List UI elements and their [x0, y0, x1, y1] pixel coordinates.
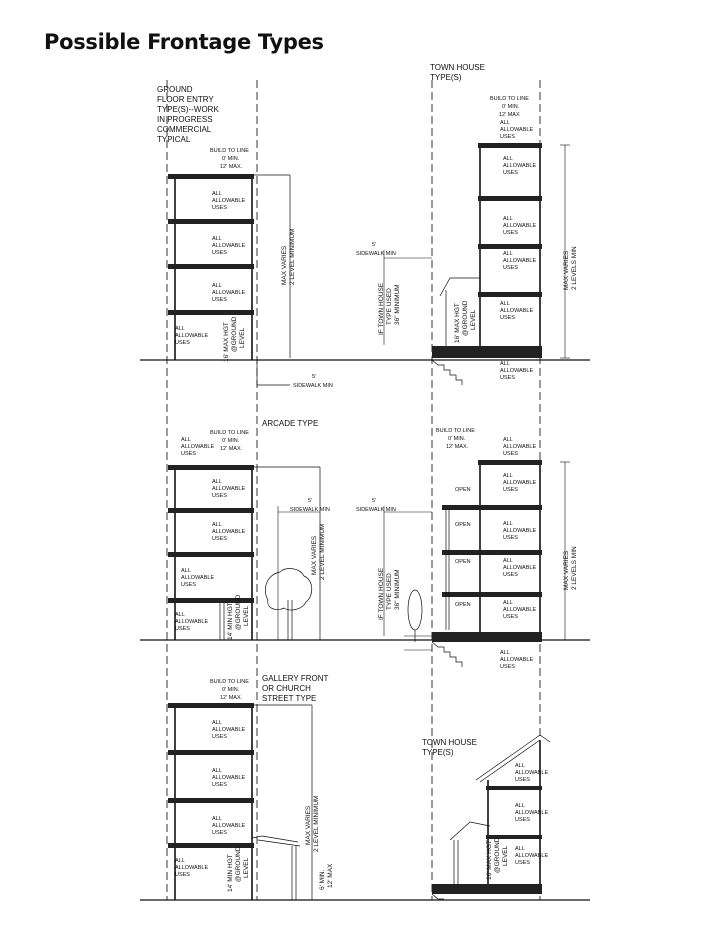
- gallery-front-label-2: STREET TYPE: [262, 694, 317, 703]
- max-hgt-label: LEVEL: [470, 309, 477, 330]
- build-to-line-max: 12' MAX: [499, 112, 520, 118]
- ground-floor-entry-label-3: IN PROGRESS: [157, 115, 213, 124]
- min-hgt-label: 14' MIN HGT: [227, 602, 234, 640]
- all-allowable-uses: ALLOWABLE: [175, 865, 209, 871]
- all-allowable-uses: ALL: [212, 191, 222, 197]
- all-allowable-uses: ALLOWABLE: [503, 258, 537, 264]
- all-allowable-uses: ALLOWABLE: [175, 333, 209, 339]
- max-hgt-label: LEVEL: [502, 845, 509, 866]
- sidewalk-dimension: 5': [308, 498, 313, 504]
- all-allowable-uses: USES: [500, 375, 515, 381]
- if-town-house-label: TYPE USED: [386, 288, 393, 325]
- build-to-line-label: BUILD TO LINE: [436, 428, 475, 434]
- if-town-house-label: IF TOWN HOUSE: [378, 567, 385, 620]
- all-allowable-uses: USES: [181, 582, 196, 588]
- build-to-line-min: 0' MIN.: [222, 438, 240, 444]
- all-allowable-uses: USES: [175, 626, 190, 632]
- build-to-line-max: 12' MAX.: [446, 444, 469, 450]
- all-allowable-uses: ALLOWABLE: [175, 619, 209, 625]
- all-allowable-uses: ALLOWABLE: [503, 223, 537, 229]
- open-label: OPEN: [455, 487, 471, 493]
- all-allowable-uses: ALLOWABLE: [212, 529, 246, 535]
- all-allowable-uses: USES: [515, 860, 530, 866]
- all-allowable-uses: ALLOWABLE: [503, 565, 537, 571]
- all-allowable-uses: ALLOWABLE: [212, 243, 246, 249]
- all-allowable-uses: ALLOWABLE: [503, 528, 537, 534]
- all-allowable-uses: ALL: [175, 326, 185, 332]
- max-varies-label: MAX VARIES: [563, 550, 570, 590]
- town-house-label-0: TOWN HOUSE: [422, 738, 477, 747]
- all-allowable-uses: USES: [212, 536, 227, 542]
- tree-illustration: [265, 569, 311, 640]
- max-varies-label: MAX VARIES: [305, 805, 312, 845]
- gallery-front-label-0: GALLERY FRONT: [262, 674, 329, 683]
- max-varies-label: 2 LEVELS MIN: [571, 546, 578, 590]
- all-allowable-uses: USES: [212, 830, 227, 836]
- all-allowable-uses: ALL: [181, 568, 191, 574]
- all-allowable-uses: USES: [212, 782, 227, 788]
- all-allowable-uses: ALLOWABLE: [500, 368, 534, 374]
- build-to-line-label: BUILD TO LINE: [210, 430, 249, 436]
- build-to-line-label: BUILD TO LINE: [490, 96, 529, 102]
- max-varies-label: 2 LEVEL MINIMUM: [289, 228, 296, 285]
- sidewalk-min-label: SIDEWALK MIN: [290, 507, 330, 513]
- all-allowable-uses: ALL: [503, 558, 513, 564]
- ground-floor-entry-label-1: FLOOR ENTRY: [157, 95, 214, 104]
- all-allowable-uses: ALLOWABLE: [503, 163, 537, 169]
- max-hgt-label: 16' MAX HGT: [486, 840, 493, 880]
- max-hgt-label: 16' MAX HGT: [223, 322, 230, 362]
- all-allowable-uses: USES: [212, 250, 227, 256]
- all-allowable-uses: ALL: [503, 156, 513, 162]
- all-allowable-uses: USES: [503, 451, 518, 457]
- all-allowable-uses: ALL: [503, 437, 513, 443]
- all-allowable-uses: ALL: [212, 522, 222, 528]
- max-varies-label: 2 LEVEL MINIMUM: [319, 523, 326, 580]
- all-allowable-uses: USES: [500, 315, 515, 321]
- all-allowable-uses: ALL: [181, 437, 191, 443]
- all-allowable-uses: ALL: [500, 650, 510, 656]
- open-label: OPEN: [455, 522, 471, 528]
- town-house-label-1: TYPE(S): [422, 748, 454, 757]
- all-allowable-uses: USES: [503, 487, 518, 493]
- build-to-line-min: 0' MIN.: [222, 156, 240, 162]
- all-allowable-uses: ALL: [500, 301, 510, 307]
- page-title: Possible Frontage Types: [44, 30, 324, 54]
- min-hgt-label: LEVEL: [243, 605, 250, 626]
- max-hgt-label: @GROUND: [494, 837, 501, 873]
- sidewalk-min-label: SIDEWALK MIN: [356, 507, 396, 513]
- build-to-line-min: 0' MIN.: [448, 436, 466, 442]
- max-varies-label: 2 LEVEL MINIMUM: [313, 795, 320, 852]
- all-allowable-uses: USES: [212, 493, 227, 499]
- all-allowable-uses: ALL: [212, 816, 222, 822]
- min-hgt-label: LEVEL: [243, 857, 250, 878]
- all-allowable-uses: ALLOWABLE: [500, 308, 534, 314]
- all-allowable-uses: ALLOWABLE: [212, 290, 246, 296]
- ground-floor-entry-label-2: TYPE(S)--WORK: [157, 105, 219, 114]
- all-allowable-uses: USES: [500, 664, 515, 670]
- build-to-line-label: BUILD TO LINE: [210, 148, 249, 154]
- all-allowable-uses: ALLOWABLE: [515, 770, 549, 776]
- build-to-line-max: 12' MAX.: [220, 164, 243, 170]
- min-hgt-label: @GROUND: [235, 846, 242, 882]
- build-to-line-label: BUILD TO LINE: [210, 679, 249, 685]
- max-varies-label: MAX VARIES: [311, 535, 318, 575]
- sidewalk-dimension: 5': [312, 374, 317, 380]
- all-allowable-uses: ALLOWABLE: [500, 657, 534, 663]
- all-allowable-uses: ALLOWABLE: [181, 444, 215, 450]
- all-allowable-uses: USES: [503, 535, 518, 541]
- all-allowable-uses: ALL: [515, 763, 525, 769]
- all-allowable-uses: ALLOWABLE: [212, 823, 246, 829]
- section-2: [140, 460, 590, 667]
- all-allowable-uses: ALL: [175, 858, 185, 864]
- all-allowable-uses: ALL: [212, 283, 222, 289]
- all-allowable-uses: ALL: [503, 600, 513, 606]
- all-allowable-uses: ALLOWABLE: [212, 198, 246, 204]
- all-allowable-uses: ALLOWABLE: [515, 853, 549, 859]
- max-hgt-label: 16' MAX HGT: [454, 303, 461, 343]
- all-allowable-uses: ALL: [500, 361, 510, 367]
- all-allowable-uses: USES: [503, 170, 518, 176]
- open-label: OPEN: [455, 559, 471, 565]
- all-allowable-uses: USES: [515, 777, 530, 783]
- if-town-house-label: TYPE USED: [386, 573, 393, 610]
- all-allowable-uses: USES: [503, 614, 518, 620]
- all-allowable-uses: USES: [175, 872, 190, 878]
- all-allowable-uses: ALL: [212, 236, 222, 242]
- all-allowable-uses: ALLOWABLE: [212, 775, 246, 781]
- build-to-line-max: 12' MAX.: [220, 695, 243, 701]
- all-allowable-uses: ALL: [212, 720, 222, 726]
- sidewalk-min-label: SIDEWALK MIN: [356, 251, 396, 257]
- ground-floor-entry-label-4: COMMERCIAL: [157, 125, 212, 134]
- all-allowable-uses: ALLOWABLE: [212, 727, 246, 733]
- all-allowable-uses: USES: [181, 451, 196, 457]
- gallery-dimension: 6' MIN.: [319, 869, 326, 890]
- sidewalk-dimension: 5': [372, 242, 377, 248]
- ground-floor-entry-label-0: GROUND: [157, 85, 193, 94]
- all-allowable-uses: ALL: [503, 216, 513, 222]
- section-1-labels: [157, 63, 578, 389]
- if-town-house-label: IF TOWN HOUSE: [378, 282, 385, 335]
- all-allowable-uses: ALL: [515, 803, 525, 809]
- min-hgt-label: @GROUND: [235, 594, 242, 630]
- max-varies-label: MAX VARIES: [281, 245, 288, 285]
- all-allowable-uses: ALL: [503, 473, 513, 479]
- all-allowable-uses: ALLOWABLE: [503, 480, 537, 486]
- section-1: [140, 143, 590, 385]
- all-allowable-uses: USES: [503, 230, 518, 236]
- all-allowable-uses: ALLOWABLE: [503, 607, 537, 613]
- all-allowable-uses: ALLOWABLE: [503, 444, 537, 450]
- max-varies-label: MAX VARIES: [563, 250, 570, 290]
- all-allowable-uses: ALLOWABLE: [500, 127, 534, 133]
- ground-floor-entry-label-5: TYPICAL: [157, 135, 191, 144]
- sidewalk-dimension: 5': [372, 498, 377, 504]
- all-allowable-uses: ALL: [515, 846, 525, 852]
- all-allowable-uses: ALL: [503, 521, 513, 527]
- max-varies-label: 2 LEVELS MIN: [571, 246, 578, 290]
- all-allowable-uses: USES: [503, 572, 518, 578]
- gallery-dimension: 12' MAX: [327, 863, 334, 888]
- all-allowable-uses: USES: [212, 734, 227, 740]
- gallery-front-label-1: OR CHURCH: [262, 684, 311, 693]
- all-allowable-uses: ALL: [212, 479, 222, 485]
- sidewalk-min-label: SIDEWALK MIN: [293, 383, 333, 389]
- all-allowable-uses: ALLOWABLE: [212, 486, 246, 492]
- all-allowable-uses: ALL: [503, 251, 513, 257]
- arcade-type-label: ARCADE TYPE: [262, 419, 319, 428]
- town-house-label-1: TYPE(S): [430, 73, 462, 82]
- all-allowable-uses: ALLOWABLE: [181, 575, 215, 581]
- all-allowable-uses: USES: [503, 265, 518, 271]
- build-to-line-min: 0' MIN.: [222, 687, 240, 693]
- all-allowable-uses: ALLOWABLE: [515, 810, 549, 816]
- town-house-label-0: TOWN HOUSE: [430, 63, 485, 72]
- open-label: OPEN: [455, 602, 471, 608]
- build-to-line-max: 12' MAX.: [220, 446, 243, 452]
- all-allowable-uses: USES: [175, 340, 190, 346]
- min-hgt-label: 14' MIN HGT: [227, 854, 234, 892]
- max-hgt-label: @GROUND: [231, 316, 238, 352]
- max-hgt-label: @GROUND: [462, 300, 469, 336]
- all-allowable-uses: ALL: [212, 768, 222, 774]
- all-allowable-uses: ALL: [500, 120, 510, 126]
- if-town-house-label: 36" MINIMUM: [394, 284, 401, 325]
- all-allowable-uses: ALL: [175, 612, 185, 618]
- all-allowable-uses: USES: [500, 134, 515, 140]
- all-allowable-uses: USES: [515, 817, 530, 823]
- max-hgt-label: LEVEL: [239, 327, 246, 348]
- all-allowable-uses: USES: [212, 297, 227, 303]
- all-allowable-uses: USES: [212, 205, 227, 211]
- if-town-house-label: 36" MINIMUM: [394, 569, 401, 610]
- build-to-line-min: 0' MIN.: [502, 104, 520, 110]
